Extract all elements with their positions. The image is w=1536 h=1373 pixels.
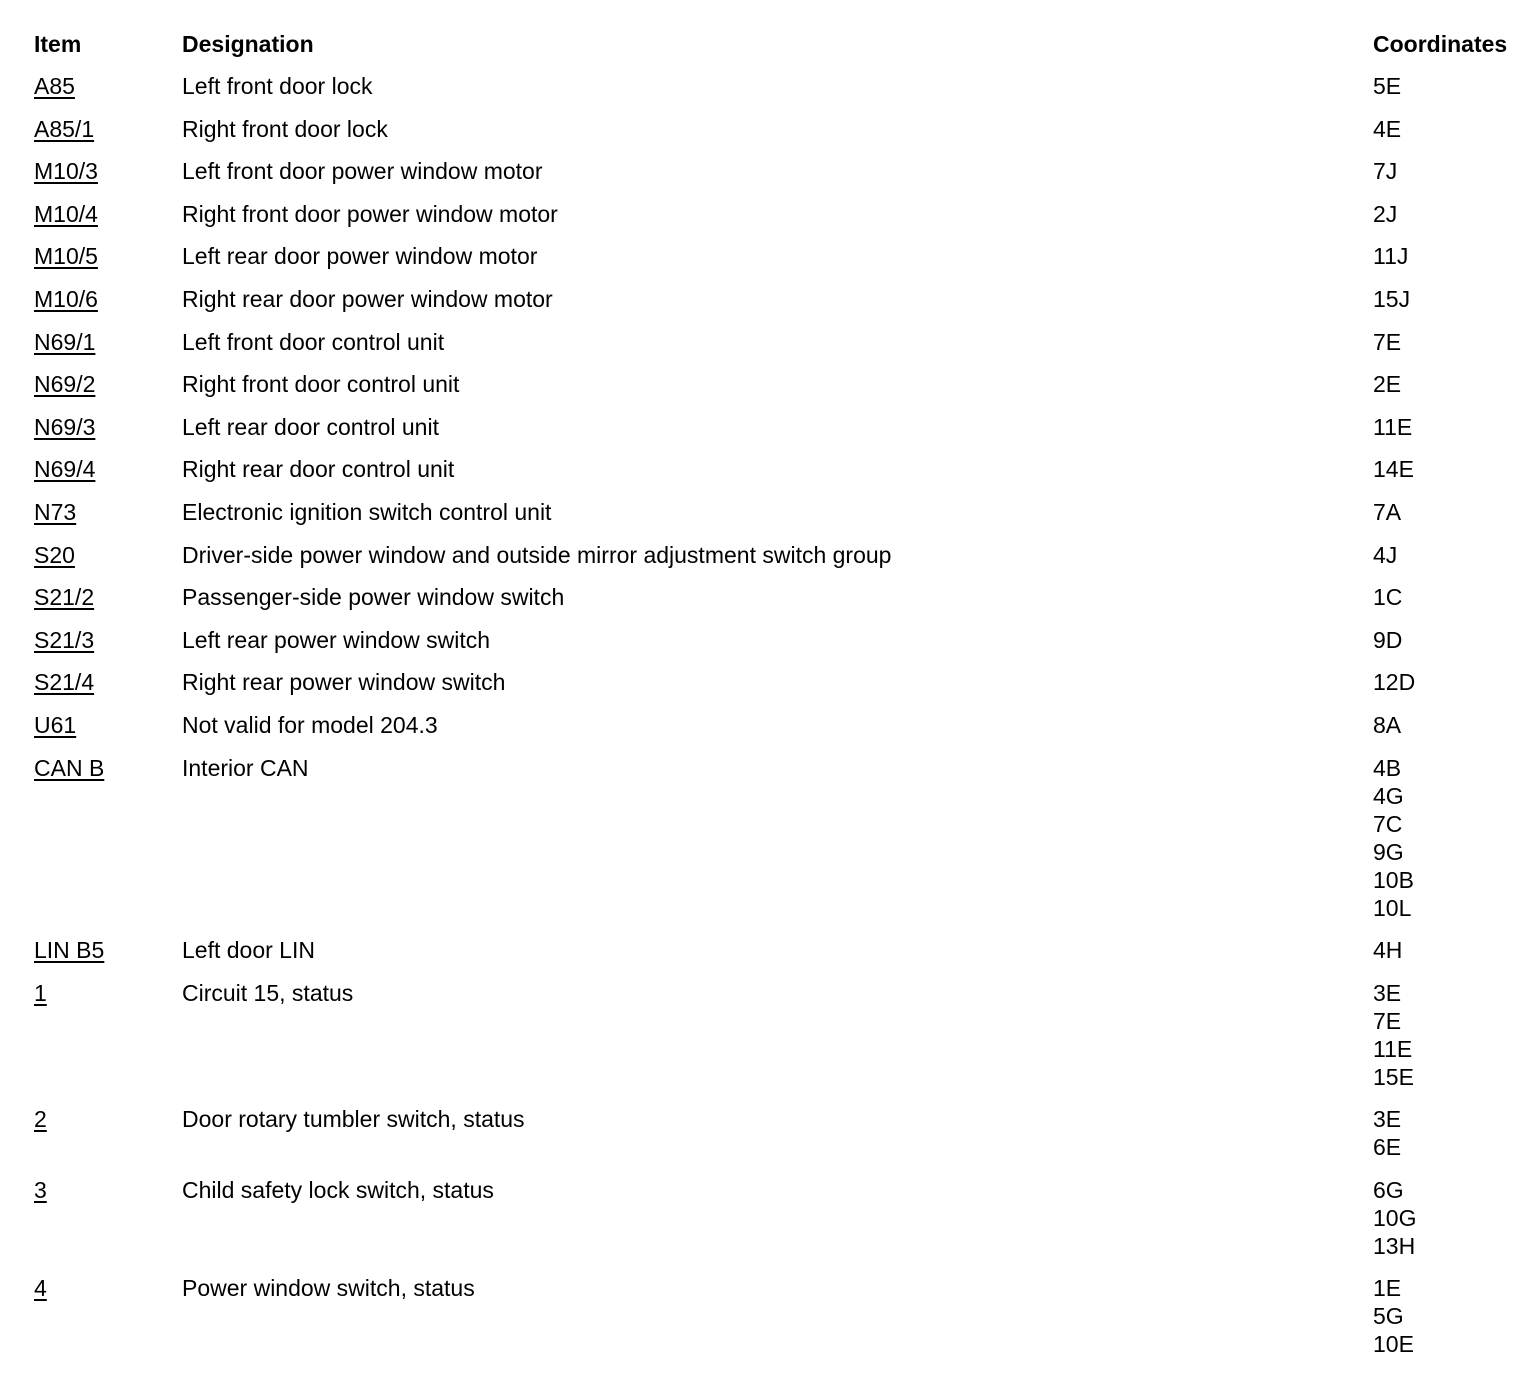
coordinate-value: 4H <box>1373 937 1403 964</box>
coordinate-value: 8A <box>1373 711 1402 738</box>
item-cell <box>0 1274 182 1358</box>
table-body <box>0 72 1533 1373</box>
item-cell <box>0 200 182 228</box>
table-row <box>0 668 1533 696</box>
coordinate-value: 2J <box>1373 200 1398 227</box>
designation-cell: Right front door control unit <box>182 371 460 398</box>
item-link[interactable]: S21/2 <box>34 584 95 611</box>
coordinate-value: 3E <box>1373 1106 1402 1133</box>
coordinate-value: 5E <box>1373 73 1402 99</box>
coordinates-cell <box>1373 498 1533 526</box>
coordinate-value: 1C <box>1373 584 1403 611</box>
coordinate-value: 4J <box>1373 541 1398 568</box>
coordinate-value: 10E <box>1373 1331 1414 1358</box>
item-link[interactable]: N73 <box>34 498 77 525</box>
coordinates-cell <box>1373 1176 1533 1260</box>
coordinates-cell <box>1373 413 1533 441</box>
item-link[interactable]: N69/3 <box>34 413 96 440</box>
item-link[interactable]: 1 <box>34 979 47 1006</box>
item-link[interactable]: M10/5 <box>34 243 98 270</box>
table-row <box>0 413 1533 441</box>
table-row <box>0 754 1533 922</box>
table-row <box>0 72 1533 100</box>
coordinates-cell <box>1373 668 1533 696</box>
coordinate-value: 15J <box>1373 285 1411 312</box>
designation-cell: Right rear door control unit <box>182 456 455 483</box>
coordinate-value: 7J <box>1373 158 1398 185</box>
coordinate-value: 10G <box>1373 1204 1417 1231</box>
coordinate-value: 4B <box>1373 754 1402 781</box>
designation-cell: Left rear door control unit <box>182 413 439 440</box>
table-row <box>0 242 1533 270</box>
coordinates-cell <box>1373 328 1533 356</box>
item-link[interactable]: A85 <box>34 73 75 99</box>
item-cell <box>0 668 182 696</box>
item-cell <box>0 413 182 441</box>
coordinate-value: 4E <box>1373 115 1402 142</box>
coordinate-value: 7E <box>1373 328 1402 355</box>
designation-cell: Left front door lock <box>182 73 373 99</box>
table-row <box>0 115 1533 143</box>
table-row <box>0 711 1533 739</box>
coordinate-value: 7C <box>1373 810 1403 837</box>
item-link[interactable]: LIN B5 <box>34 937 105 964</box>
coordinates-cell <box>1373 541 1533 569</box>
designation-cell: Not valid for model 204.3 <box>182 711 438 738</box>
item-link[interactable]: S20 <box>34 541 75 568</box>
item-link[interactable]: N69/2 <box>34 371 96 398</box>
table-row <box>0 370 1533 398</box>
coordinates-cell <box>1373 711 1533 739</box>
item-cell <box>0 626 182 654</box>
table-row <box>0 626 1533 654</box>
designation-cell: Circuit 15, status <box>182 979 354 1006</box>
coordinates-cell <box>1373 583 1533 611</box>
coordinates-cell <box>1373 455 1533 483</box>
item-cell <box>0 455 182 483</box>
item-link[interactable]: M10/3 <box>34 158 98 185</box>
coordinate-value: 11E <box>1373 1035 1413 1062</box>
coordinate-value: 1E <box>1373 1275 1402 1302</box>
item-link[interactable]: U61 <box>34 711 77 738</box>
coordinates-cell <box>1373 979 1533 1091</box>
item-link[interactable]: S21/3 <box>34 626 95 653</box>
designation-cell: Left front door control unit <box>182 328 445 355</box>
designation-cell: Left rear power window switch <box>182 626 491 653</box>
coordinate-value: 7A <box>1373 498 1402 525</box>
designation-cell: Right rear power window switch <box>182 669 506 696</box>
designation-cell: Power window switch, status <box>182 1275 475 1302</box>
item-cell <box>0 370 182 398</box>
item-cell <box>0 242 182 270</box>
table-row <box>0 498 1533 526</box>
table-row <box>0 1274 1533 1358</box>
item-cell <box>0 583 182 611</box>
designation-cell: Child safety lock switch, status <box>182 1176 494 1203</box>
coordinates-cell <box>1373 200 1533 228</box>
coordinate-value: 14E <box>1373 456 1414 483</box>
item-cell <box>0 115 182 143</box>
coordinate-value: 4G <box>1373 782 1404 809</box>
coordinate-value: 6E <box>1373 1134 1402 1161</box>
item-cell <box>0 498 182 526</box>
item-cell <box>0 285 182 313</box>
designation-cell: Left front door power window motor <box>182 158 543 185</box>
table-row <box>0 583 1533 611</box>
item-link[interactable]: M10/4 <box>34 200 98 227</box>
table-row <box>0 936 1533 964</box>
item-link[interactable]: 2 <box>34 1106 47 1133</box>
coordinate-value: 3E <box>1373 979 1402 1006</box>
item-link[interactable]: N69/1 <box>34 328 96 355</box>
table-row <box>0 979 1533 1091</box>
table-row <box>0 157 1533 185</box>
coordinates-cell <box>1373 115 1533 143</box>
item-link[interactable]: 4 <box>34 1275 47 1302</box>
item-link[interactable]: S21/4 <box>34 669 95 696</box>
table-row <box>0 1176 1533 1260</box>
item-cell <box>0 1105 182 1161</box>
header-item: Item <box>34 31 82 57</box>
designation-cell: Left door LIN <box>182 937 315 964</box>
designation-cell: Driver-side power window and outside mirror adjustment switch group <box>182 541 892 568</box>
table-row <box>0 455 1533 483</box>
item-link[interactable]: N69/4 <box>34 456 96 483</box>
item-cell <box>0 72 182 100</box>
coordinates-cell <box>1373 626 1533 654</box>
header-coordinates: Coordinates <box>1373 31 1508 57</box>
table-row <box>0 1105 1533 1161</box>
coordinate-value: 6G <box>1373 1176 1404 1203</box>
coordinate-value: 9D <box>1373 626 1403 653</box>
item-cell <box>0 1176 182 1260</box>
item-cell <box>0 328 182 356</box>
item-link[interactable]: A85/1 <box>34 115 95 142</box>
designation-cell: Passenger-side power window switch <box>182 584 565 611</box>
designation-cell: Electronic ignition switch control unit <box>182 498 552 525</box>
coordinates-cell <box>1373 754 1533 922</box>
coordinate-value: 12D <box>1373 669 1416 696</box>
item-cell <box>0 979 182 1091</box>
table-row <box>0 328 1533 356</box>
designation-cell: Interior CAN <box>182 754 309 781</box>
coordinate-value: 10L <box>1373 894 1412 921</box>
coordinate-value: 13H <box>1373 1232 1416 1259</box>
coordinates-cell <box>1373 72 1533 100</box>
item-link[interactable]: M10/6 <box>34 285 98 312</box>
coordinate-value: 7E <box>1373 1007 1402 1034</box>
coordinates-cell <box>1373 936 1533 964</box>
designation-cell: Right rear door power window motor <box>182 285 553 312</box>
coordinate-value: 10B <box>1373 866 1414 893</box>
item-cell <box>0 541 182 569</box>
coordinate-value: 11E <box>1373 413 1413 440</box>
designation-cell: Left rear door power window motor <box>182 243 538 270</box>
designation-cell: Right front door power window motor <box>182 200 558 227</box>
designation-cell: Door rotary tumbler switch, status <box>182 1106 525 1133</box>
header-designation: Designation <box>182 31 314 57</box>
coordinates-cell <box>1373 242 1533 270</box>
table-row <box>0 541 1533 569</box>
item-cell <box>0 754 182 922</box>
coordinate-value: 15E <box>1373 1063 1414 1090</box>
table-row <box>0 285 1533 313</box>
coordinate-value: 11J <box>1373 243 1409 270</box>
table-header <box>0 30 1533 58</box>
coordinates-cell <box>1373 285 1533 313</box>
item-link[interactable]: 3 <box>34 1176 47 1203</box>
item-link[interactable]: CAN B <box>34 754 105 781</box>
coordinates-cell <box>1373 370 1533 398</box>
coordinate-value: 2E <box>1373 371 1402 398</box>
item-cell <box>0 936 182 964</box>
table-row <box>0 200 1533 228</box>
coordinates-cell <box>1373 157 1533 185</box>
item-cell <box>0 711 182 739</box>
item-cell <box>0 157 182 185</box>
coordinates-cell <box>1373 1105 1533 1161</box>
designation-cell: Right front door lock <box>182 115 388 142</box>
coordinates-cell <box>1373 1274 1533 1358</box>
coordinate-value: 5G <box>1373 1303 1404 1330</box>
coordinate-value: 9G <box>1373 838 1404 865</box>
